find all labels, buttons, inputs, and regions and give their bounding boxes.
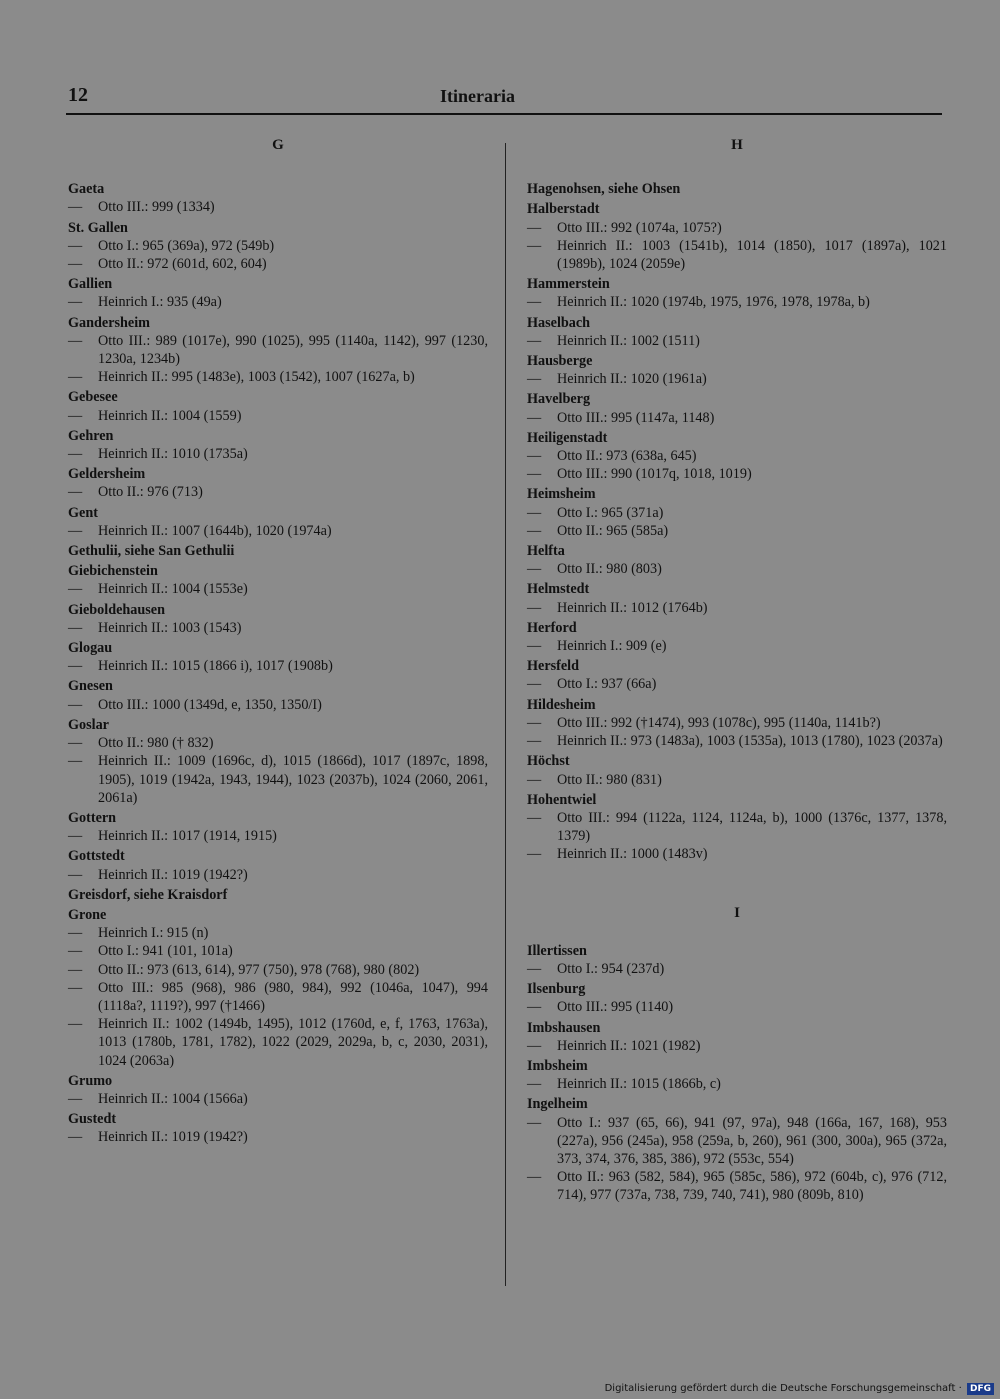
itinerary-line <box>527 560 947 578</box>
left-column <box>68 136 488 1149</box>
itinerary-text: Heinrich II.: 1007 (1644b), 1020 (1974a) <box>98 522 332 539</box>
itinerary-line <box>68 237 488 255</box>
itinerary-line <box>527 732 947 750</box>
itinerary-line <box>527 447 947 465</box>
register-entry <box>527 752 947 788</box>
itinerary-text: Otto III.: 992 (1074a, 1075?) <box>557 219 722 236</box>
register-entry <box>68 716 488 807</box>
dash-marker: — <box>68 925 83 942</box>
itinerary-line <box>68 942 488 960</box>
register-entry <box>527 657 947 693</box>
register-entry <box>68 219 488 274</box>
itinerary-line <box>68 1090 488 1108</box>
register-entry <box>527 1095 947 1204</box>
itinerary-line <box>527 771 947 789</box>
dash-marker: — <box>527 771 542 788</box>
itinerary-line <box>527 370 947 388</box>
itinerary-text: Otto I.: 937 (65, 66), 941 (97, 97a), 948 (166a, 167, 168), 953 (227a), 956 (245a), 958 (259a, b, 260), 961 (300, 300a), 965 (372a, 373, 374, 376, 385, 386), 972 (553c, 554) <box>557 1114 947 1167</box>
place-name: Gnesen <box>68 678 113 695</box>
register-entry <box>527 791 947 864</box>
itinerary-text: Heinrich II.: 1015 (1866b, c) <box>557 1076 721 1093</box>
itinerary-text: Otto I.: 954 (237d) <box>557 960 665 977</box>
itinerary-text: Heinrich II.: 1004 (1566a) <box>98 1090 248 1107</box>
register-entry <box>68 275 488 311</box>
register-entry <box>527 1019 947 1055</box>
register-entry <box>68 562 488 598</box>
itinerary-text: Otto III.: 999 (1334) <box>98 199 215 216</box>
register-entry <box>68 1110 488 1146</box>
page-number: 12 <box>68 84 88 106</box>
itinerary-text: Otto II.: 976 (713) <box>98 484 203 501</box>
register-entry <box>527 429 947 484</box>
place-name: Gottern <box>68 809 117 826</box>
itinerary-line <box>527 332 947 350</box>
dash-marker: — <box>527 676 542 693</box>
register-entry <box>527 542 947 578</box>
dash-marker: — <box>68 696 83 713</box>
itinerary-text: Otto II.: 963 (582, 584), 965 (585c, 586), 972 (604b, c), 976 (712, 714), 977 (737a, 738, 739, 740, 741), 980 (809b, 810) <box>557 1169 947 1204</box>
itinerary-line <box>68 445 488 463</box>
place-name: Greisdorf, siehe Kraisdorf <box>68 886 228 903</box>
itinerary-text: Otto II.: 973 (613, 614), 977 (750), 978 (768), 980 (802) <box>98 961 420 978</box>
place-name: Grone <box>68 906 107 923</box>
itinerary-text: Otto I.: 965 (369a), 972 (549b) <box>98 237 275 254</box>
dash-marker: — <box>527 1076 542 1093</box>
dash-marker: — <box>68 979 83 996</box>
itinerary-text: Heinrich II.: 1020 (1961a) <box>557 371 707 388</box>
place-name: Gaeta <box>68 181 105 198</box>
footer-separator: · <box>958 1383 965 1394</box>
itinerary-line <box>68 866 488 884</box>
place-name: Heimsheim <box>527 486 596 503</box>
itinerary-text: Otto I.: 965 (371a) <box>557 504 664 521</box>
itinerary-line <box>527 1114 947 1169</box>
dash-marker: — <box>68 369 83 386</box>
itinerary-line <box>68 979 488 1015</box>
register-entry <box>527 1057 947 1093</box>
itinerary-text: Otto I.: 937 (66a) <box>557 676 657 693</box>
itinerary-text: Heinrich II.: 1004 (1559) <box>98 407 242 424</box>
itinerary-line <box>527 1168 947 1204</box>
itinerary-line <box>68 198 488 216</box>
dash-marker: — <box>527 846 542 863</box>
place-name: Höchst <box>527 753 570 770</box>
header-rule <box>66 113 942 115</box>
itinerary-text: Heinrich II.: 1002 (1511) <box>557 332 700 349</box>
place-name: Imbsheim <box>527 1057 588 1074</box>
dash-marker: — <box>68 1090 83 1107</box>
footer-text: Digitalisierung gefördert durch die Deutsche Forschungsgemeinschaft <box>604 1383 956 1394</box>
place-name: Heiligenstadt <box>527 429 608 446</box>
place-name: Ilsenburg <box>527 981 586 998</box>
place-name: Hersfeld <box>527 658 580 675</box>
dash-marker: — <box>68 619 83 636</box>
itinerary-line <box>527 522 947 540</box>
place-name: Ingelheim <box>527 1096 588 1113</box>
place-name: Haselbach <box>527 314 591 331</box>
dash-marker: — <box>68 484 83 501</box>
dash-marker: — <box>68 256 83 273</box>
itinerary-line <box>68 1128 488 1146</box>
dash-marker: — <box>527 1037 542 1054</box>
place-name: St. Gallen <box>68 219 128 236</box>
register-entry <box>527 580 947 616</box>
dash-marker: — <box>527 809 542 826</box>
register-entry <box>527 180 947 198</box>
dash-marker: — <box>68 199 83 216</box>
place-name: Hohentwiel <box>527 791 597 808</box>
register-entry <box>527 696 947 751</box>
running-title: Itineraria <box>440 86 515 106</box>
register-entry <box>68 427 488 463</box>
column-divider <box>505 143 506 1286</box>
itinerary-line <box>68 696 488 714</box>
register-entry <box>527 352 947 388</box>
itinerary-text: Otto III.: 985 (968), 986 (980, 984), 992 (1046a, 1047), 994 (1118a?, 1119?), 997 (†1466) <box>98 979 488 1014</box>
itinerary-text: Heinrich II.: 1012 (1764b) <box>557 599 708 616</box>
itinerary-line <box>68 752 488 807</box>
register-entry <box>68 847 488 883</box>
section-letter: H <box>731 137 743 153</box>
itinerary-line <box>527 637 947 655</box>
dash-marker: — <box>68 735 83 752</box>
itinerary-text: Otto III.: 995 (1147a, 1148) <box>557 409 715 426</box>
itinerary-text: Heinrich II.: 1019 (1942?) <box>98 1129 248 1146</box>
place-name: Gethulii, siehe San Gethulii <box>68 543 235 560</box>
dash-marker: — <box>68 332 83 349</box>
place-name: Helmstedt <box>527 581 590 598</box>
dash-marker: — <box>527 294 542 311</box>
itinerary-text: Heinrich II.: 1003 (1541b), 1014 (1850), 1017 (1897a), 1021 (1989b), 1024 (2059e) <box>557 237 947 273</box>
section-letter: I <box>734 904 740 921</box>
dash-marker: — <box>527 960 542 977</box>
place-name: Gehren <box>68 427 114 444</box>
register-entry <box>68 180 488 216</box>
register-entry <box>68 542 488 560</box>
itinerary-text: Otto III.: 1000 (1349d, e, 1350, 1350/I) <box>98 696 322 713</box>
register-entry <box>68 601 488 637</box>
itinerary-text: Otto III.: 990 (1017q, 1018, 1019) <box>557 466 752 483</box>
register-entry <box>527 200 947 273</box>
itinerary-line <box>527 465 947 483</box>
place-name: Hagenohsen, siehe Ohsen <box>527 181 681 198</box>
dash-marker: — <box>68 1129 83 1146</box>
itinerary-line <box>68 580 488 598</box>
itinerary-text: Otto III.: 992 (†1474), 993 (1078c), 995 (1140a, 1141b?) <box>557 714 881 731</box>
itinerary-text: Heinrich II.: 1015 (1866 i), 1017 (1908b) <box>98 658 333 675</box>
register-entry <box>527 942 947 978</box>
dash-marker: — <box>68 446 83 463</box>
place-name: Gandersheim <box>68 314 150 331</box>
dash-marker: — <box>68 866 83 883</box>
itinerary-text: Otto II.: 972 (601d, 602, 604) <box>98 256 267 273</box>
dash-marker: — <box>527 561 542 578</box>
register-entry <box>527 619 947 655</box>
place-name: Hildesheim <box>527 696 596 713</box>
itinerary-line <box>68 522 488 540</box>
register-entry <box>68 465 488 501</box>
place-name: Gent <box>68 504 98 521</box>
itinerary-text: Heinrich I.: 935 (49a) <box>98 294 222 311</box>
itinerary-text: Heinrich II.: 1020 (1974b, 1975, 1976, 1978, 1978a, b) <box>557 294 870 311</box>
place-name: Gieboldehausen <box>68 601 165 618</box>
itinerary-line <box>527 998 947 1016</box>
itinerary-text: Heinrich II.: 1000 (1483v) <box>557 846 708 863</box>
itinerary-text: Heinrich II.: 1009 (1696c, d), 1015 (1866d), 1017 (1897c, 1898, 1905), 1019 (1942a, 1943, 1944), 1023 (2037b), 1024 (2060, 2061, 2061a) <box>98 753 488 806</box>
dash-marker: — <box>68 658 83 675</box>
itinerary-text: Heinrich II.: 1002 (1494b, 1495), 1012 (1760d, e, f, 1763, 1763a), 1013 (1780b, 1781, 1782), 1022 (2029, 2029a, b, c, 2030, 2031), 1024 (2063a) <box>98 1016 488 1069</box>
place-name: Grumo <box>68 1072 113 1089</box>
dash-marker: — <box>527 409 542 426</box>
itinerary-line <box>68 368 488 386</box>
dash-marker: — <box>527 448 542 465</box>
itinerary-line <box>527 675 947 693</box>
itinerary-text: Otto II.: 973 (638a, 645) <box>557 448 697 465</box>
dash-marker: — <box>527 1114 542 1131</box>
dash-marker: — <box>527 1169 542 1186</box>
register-entry <box>68 677 488 713</box>
place-name: Gallien <box>68 276 113 293</box>
place-name: Havelberg <box>527 391 591 408</box>
place-name: Geldersheim <box>68 466 146 483</box>
itinerary-text: Heinrich II.: 1021 (1982) <box>557 1037 701 1054</box>
itinerary-line <box>68 961 488 979</box>
place-name: Hausberge <box>527 353 593 370</box>
place-name: Gustedt <box>68 1111 117 1128</box>
dash-marker: — <box>527 638 542 655</box>
itinerary-text: Otto II.: 965 (585a) <box>557 522 669 539</box>
register-entry <box>68 388 488 424</box>
dash-marker: — <box>68 522 83 539</box>
itinerary-line <box>527 409 947 427</box>
itinerary-line <box>527 293 947 311</box>
itinerary-text: Heinrich I.: 915 (n) <box>98 925 209 942</box>
register-entry <box>68 809 488 845</box>
register-entry <box>68 886 488 904</box>
register-entry <box>527 314 947 350</box>
register-entry <box>68 504 488 540</box>
register-entry <box>68 314 488 387</box>
itinerary-line <box>527 599 947 617</box>
footer-credit <box>605 1383 994 1395</box>
itinerary-line <box>527 960 947 978</box>
register-entry <box>527 390 947 426</box>
dash-marker: — <box>68 961 83 978</box>
dash-marker: — <box>527 522 542 539</box>
place-name: Gebesee <box>68 389 118 406</box>
itinerary-text: Heinrich II.: 995 (1483e), 1003 (1542), 1007 (1627a, b) <box>98 369 415 386</box>
right-column <box>527 136 947 1207</box>
dash-marker: — <box>527 332 542 349</box>
place-name: Giebichenstein <box>68 563 158 580</box>
itinerary-line <box>68 619 488 637</box>
itinerary-line <box>527 714 947 732</box>
dash-marker: — <box>527 466 542 483</box>
itinerary-text: Heinrich I.: 909 (e) <box>557 638 667 655</box>
register-entry <box>527 275 947 311</box>
register-entry <box>527 485 947 540</box>
itinerary-text: Heinrich II.: 1004 (1553e) <box>98 581 248 598</box>
itinerary-text: Heinrich II.: 973 (1483a), 1003 (1535a), 1013 (1780), 1023 (2037a) <box>557 733 943 750</box>
itinerary-line <box>68 332 488 368</box>
itinerary-line <box>527 1075 947 1093</box>
itinerary-text: Otto II.: 980 (803) <box>557 561 662 578</box>
itinerary-text: Heinrich II.: 1019 (1942?) <box>98 866 248 883</box>
dash-marker: — <box>68 1016 83 1033</box>
itinerary-text: Otto II.: 980 (831) <box>557 771 662 788</box>
itinerary-text: Heinrich II.: 1017 (1914, 1915) <box>98 828 277 845</box>
dash-marker: — <box>527 237 542 254</box>
itinerary-line <box>68 407 488 425</box>
place-name: Imbshausen <box>527 1019 601 1036</box>
dash-marker: — <box>527 504 542 521</box>
itinerary-text: Heinrich II.: 1003 (1543) <box>98 619 242 636</box>
itinerary-line <box>68 293 488 311</box>
dash-marker: — <box>68 294 83 311</box>
place-name: Helfta <box>527 543 565 560</box>
place-name: Illertissen <box>527 942 587 959</box>
itinerary-line <box>527 237 947 273</box>
register-entry <box>68 639 488 675</box>
itinerary-text: Otto III.: 989 (1017e), 990 (1025), 995 (1140a, 1142), 997 (1230, 1230a, 1234b) <box>98 332 488 368</box>
itinerary-line <box>527 504 947 522</box>
itinerary-line <box>527 809 947 845</box>
section-letter: G <box>272 137 284 153</box>
dash-marker: — <box>68 753 83 770</box>
itinerary-line <box>68 827 488 845</box>
dash-marker: — <box>527 371 542 388</box>
itinerary-text: Otto I.: 941 (101, 101a) <box>98 943 233 960</box>
itinerary-text: Otto III.: 995 (1140) <box>557 999 674 1016</box>
place-name: Halberstadt <box>527 201 600 218</box>
itinerary-line <box>68 657 488 675</box>
place-name: Herford <box>527 619 577 636</box>
dash-marker: — <box>527 219 542 236</box>
itinerary-line <box>68 255 488 273</box>
itinerary-line <box>68 1015 488 1070</box>
dash-marker: — <box>68 407 83 424</box>
dash-marker: — <box>527 999 542 1016</box>
dfg-logo: DFG <box>967 1383 994 1395</box>
itinerary-line <box>527 219 947 237</box>
register-entry <box>68 906 488 1070</box>
dash-marker: — <box>527 714 542 731</box>
dash-marker: — <box>527 733 542 750</box>
itinerary-text: Otto II.: 980 († 832) <box>98 735 214 752</box>
place-name: Hammerstein <box>527 276 610 293</box>
itinerary-text: Otto III.: 994 (1122a, 1124, 1124a, b), 1000 (1376c, 1377, 1378, 1379) <box>557 809 947 845</box>
register-entry <box>68 1072 488 1108</box>
itinerary-line <box>527 1037 947 1055</box>
dash-marker: — <box>68 237 83 254</box>
dash-marker: — <box>527 599 542 616</box>
dash-marker: — <box>68 581 83 598</box>
itinerary-text: Heinrich II.: 1010 (1735a) <box>98 446 248 463</box>
place-name: Gottstedt <box>68 848 125 865</box>
itinerary-line <box>68 483 488 501</box>
place-name: Goslar <box>68 716 109 733</box>
place-name: Glogau <box>68 640 113 657</box>
itinerary-line <box>68 924 488 942</box>
itinerary-line <box>68 734 488 752</box>
dash-marker: — <box>68 828 83 845</box>
itinerary-line <box>527 845 947 863</box>
register-entry <box>527 980 947 1016</box>
dash-marker: — <box>68 943 83 960</box>
